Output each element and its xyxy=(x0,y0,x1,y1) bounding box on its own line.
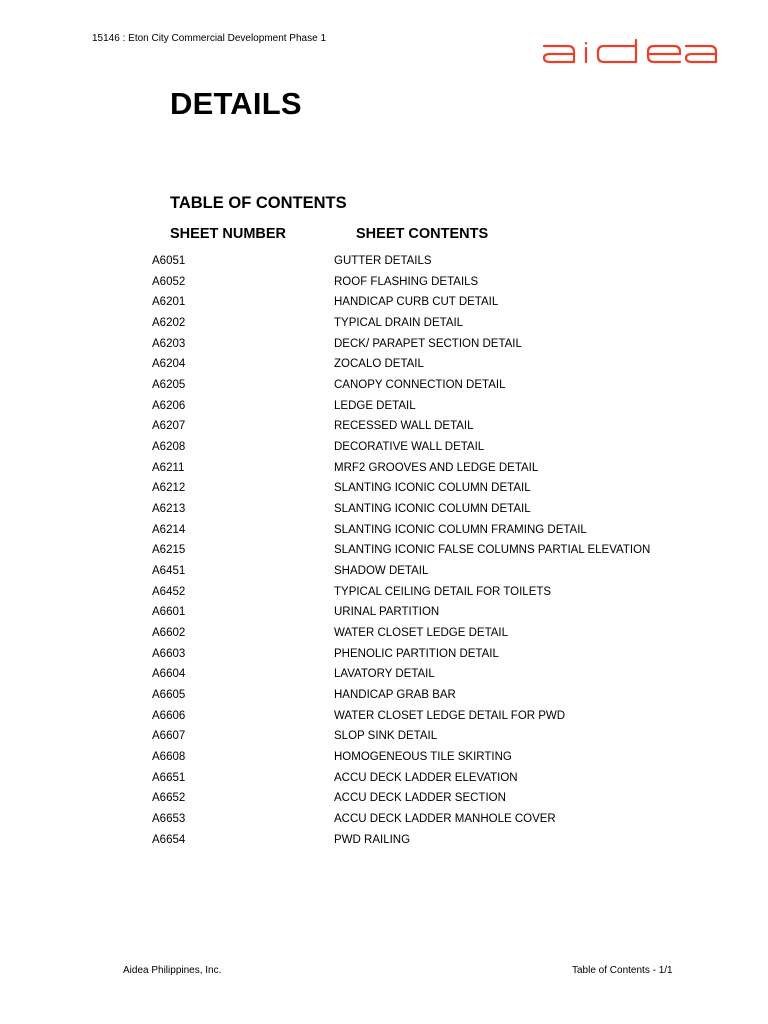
toc-row xyxy=(0,524,768,545)
toc-row xyxy=(0,648,768,669)
sheet-number: A6052 xyxy=(152,275,186,288)
sheet-contents: SHADOW DETAIL xyxy=(334,565,429,578)
sheet-number: A6213 xyxy=(152,503,186,516)
toc-row xyxy=(0,462,768,483)
sheet-contents: LAVATORY DETAIL xyxy=(334,668,435,681)
sheet-number: A6205 xyxy=(152,379,186,392)
toc-row xyxy=(0,834,768,855)
sheet-number: A6451 xyxy=(152,565,186,578)
sheet-contents: HOMOGENEOUS TILE SKIRTING xyxy=(334,751,512,764)
sheet-number: A6651 xyxy=(152,771,186,784)
sheet-number: A6654 xyxy=(152,833,186,846)
sheet-contents: PHENOLIC PARTITION DETAIL xyxy=(334,647,499,660)
toc-row xyxy=(0,338,768,359)
toc-row xyxy=(0,710,768,731)
sheet-contents: RECESSED WALL DETAIL xyxy=(334,420,474,433)
toc-row xyxy=(0,586,768,607)
toc-row xyxy=(0,358,768,379)
sheet-number: A6212 xyxy=(152,482,186,495)
sheet-contents: ROOF FLASHING DETAILS xyxy=(334,275,479,288)
footer-company: Aidea Philippines, Inc. xyxy=(123,965,222,976)
sheet-contents: DECK/ PARAPET SECTION DETAIL xyxy=(334,337,522,350)
sheet-contents: SLANTING ICONIC FALSE COLUMNS PARTIAL ELEVATION xyxy=(334,544,651,557)
sheet-contents: DECORATIVE WALL DETAIL xyxy=(334,441,485,454)
sheet-number: A6607 xyxy=(152,730,186,743)
toc-row xyxy=(0,400,768,421)
sheet-number: A6452 xyxy=(152,585,186,598)
toc-row xyxy=(0,317,768,338)
sheet-number: A6211 xyxy=(152,461,185,474)
sheet-contents: SLANTING ICONIC COLUMN FRAMING DETAIL xyxy=(334,523,587,536)
sheet-contents: ACCU DECK LADDER SECTION xyxy=(334,792,506,805)
sheet-contents: ACCU DECK LADDER ELEVATION xyxy=(334,771,518,784)
sheet-contents: WATER CLOSET LEDGE DETAIL xyxy=(334,627,509,640)
sheet-contents: WATER CLOSET LEDGE DETAIL FOR PWD xyxy=(334,709,566,722)
sheet-number: A6606 xyxy=(152,709,186,722)
toc-row xyxy=(0,772,768,793)
toc-row xyxy=(0,751,768,772)
toc-row xyxy=(0,482,768,503)
toc-row xyxy=(0,668,768,689)
sheet-contents: CANOPY CONNECTION DETAIL xyxy=(334,379,506,392)
toc-row xyxy=(0,689,768,710)
sheet-number: A6601 xyxy=(152,606,186,619)
sheet-contents: URINAL PARTITION xyxy=(334,606,440,619)
toc-row xyxy=(0,379,768,400)
sheet-contents: SLANTING ICONIC COLUMN DETAIL xyxy=(334,482,531,495)
sheet-contents: GUTTER DETAILS xyxy=(334,255,432,267)
sheet-number: A6214 xyxy=(152,523,186,536)
sheet-contents: SLANTING ICONIC COLUMN DETAIL xyxy=(334,503,531,516)
toc-row xyxy=(0,503,768,524)
sheet-number: A6653 xyxy=(152,813,186,826)
sheet-contents: HANDICAP GRAB BAR xyxy=(334,689,456,702)
toc-heading: TABLE OF CONTENTS xyxy=(170,194,347,212)
page-title: DETAILS xyxy=(170,86,302,121)
sheet-number: A6207 xyxy=(152,420,186,433)
toc-row xyxy=(0,441,768,462)
toc-row xyxy=(0,296,768,317)
sheet-contents: TYPICAL CEILING DETAIL FOR TOILETS xyxy=(334,585,552,598)
sheet-contents: SLOP SINK DETAIL xyxy=(334,730,438,743)
sheet-number: A6051 xyxy=(152,255,186,267)
toc-row xyxy=(0,420,768,441)
sheet-number: A6201 xyxy=(152,296,186,309)
sheet-number: A6605 xyxy=(152,689,186,702)
project-title: 15146 : Eton City Commercial Development Phase 1 xyxy=(92,33,327,44)
aidea-logo xyxy=(540,38,720,64)
column-header-sheet-contents: SHEET CONTENTS xyxy=(356,226,489,242)
toc-row xyxy=(0,276,768,297)
sheet-number: A6602 xyxy=(152,627,186,640)
sheet-contents: MRF2 GROOVES AND LEDGE DETAIL xyxy=(334,461,539,474)
toc-row xyxy=(0,565,768,586)
toc-row xyxy=(0,606,768,627)
sheet-contents: ACCU DECK LADDER MANHOLE COVER xyxy=(334,813,556,826)
sheet-number: A6604 xyxy=(152,668,186,681)
toc-row xyxy=(0,544,768,565)
sheet-number: A6603 xyxy=(152,647,186,660)
column-header-sheet-number: SHEET NUMBER xyxy=(170,226,287,242)
toc-row xyxy=(0,813,768,834)
sheet-contents: LEDGE DETAIL xyxy=(334,399,416,412)
sheet-number: A6215 xyxy=(152,544,186,557)
sheet-number: A6206 xyxy=(152,399,186,412)
sheet-number: A6652 xyxy=(152,792,186,805)
toc-list xyxy=(0,255,768,854)
toc-row xyxy=(0,255,768,276)
sheet-number: A6202 xyxy=(152,317,186,330)
toc-row xyxy=(0,730,768,751)
sheet-contents: ZOCALO DETAIL xyxy=(334,358,424,371)
sheet-number: A6203 xyxy=(152,337,186,350)
toc-row xyxy=(0,792,768,813)
sheet-contents: TYPICAL DRAIN DETAIL xyxy=(334,317,464,330)
sheet-number: A6204 xyxy=(152,358,186,371)
footer-page-label: Table of Contents - 1/1 xyxy=(572,965,673,976)
sheet-number: A6208 xyxy=(152,441,186,454)
sheet-number: A6608 xyxy=(152,751,186,764)
toc-row xyxy=(0,627,768,648)
sheet-contents: HANDICAP CURB CUT DETAIL xyxy=(334,296,499,309)
sheet-contents: PWD RAILING xyxy=(334,833,411,846)
